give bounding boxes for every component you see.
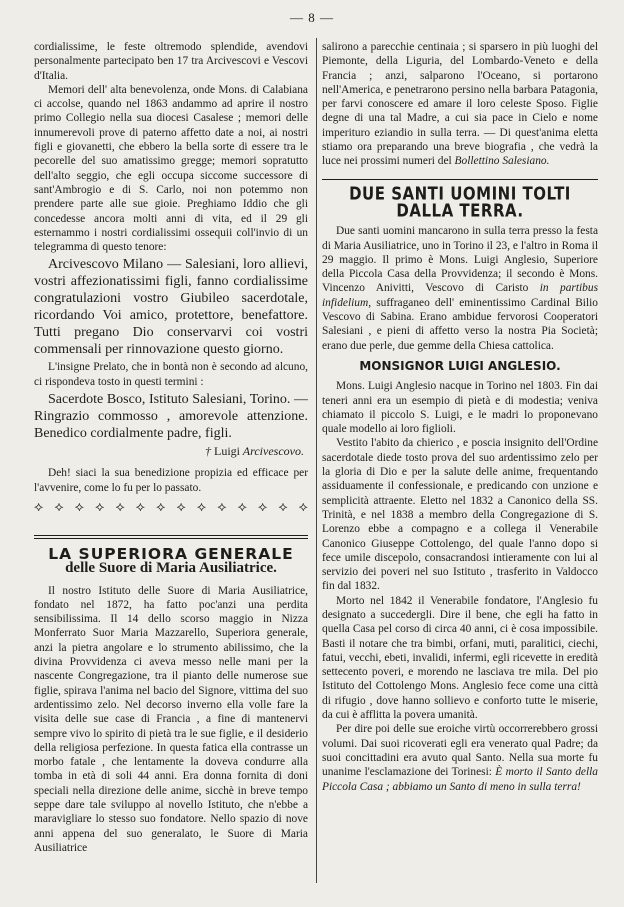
telegram-text: Arcivescovo Milano — Salesiani, loro allievi, vostri affezionatissimi figli, fanno cordialissime congratulazioni vostro Giubileo sacerdotale, ricordando Voi amico, protettore, benefattore. Tutti pregano Dio conservarvi coi vostri commensali per rinnovazione questo giorno.: [34, 257, 308, 358]
ornament-glyph: ⟡: [237, 500, 247, 515]
right-paragraph-2-text: Due santi uomini mancarono in sulla terra presso la festa di Maria Ausiliatrice, uno in Torino il 23, e l'altro in Roma il 29 maggio. Il primo è Mons. Luigi Anglesio, Superiore della Piccola Casa della Provvidenza; il secondo è Mons. Vincenzo Anivitti, Vescovo di Caristo: [322, 225, 598, 295]
signature: [34, 444, 304, 458]
right-paragraph-1-text: salirono a parecchie centinaia ; si sparsero in più luoghi del Piemonte, della Liguria, del Lombardo-Veneto e della Francia ; anzi, salparono l'Oceano, si portarono nell'America, e penetrarono persino nella barbara Patagonia, per farvi conoscere ed amare il loro celeste Sposo. Figlie degne di una tal Madre, a cui sia pace in Cielo e nome imperituro eziandio in sulla terra. — Di quest'anima eletta stiamo ora preparando una breve biografia , che vedrà la luce nei prossimi numeri del: [322, 41, 598, 168]
left-paragraph-2: Memori dell' alta benevolenza, onde Mons. di Calabiana ci accolse, quando nel 1863 andammo ad aprire il nostro primo Collegio nella sua diocesi Casalese ; memori delle innumerevoli prove di paterno affetto date a noi, ai nostri figli e giovanetti, che ebbero la bella sorte di essere tra le pecorelle del suo amatissimo gregge; memori sopratutto dell'alto seggio, che egli occupa siccome successore di sant'Ambrogio e di S. Carlo, noi non potemmo non prendere parte alle sue gioie. Preghiamo Iddio che gli concedesse ancora molti anni di vita, ed il 29 gli esternammo i nostri cordialissimi ossequii coll'invio di un telegramma di questo tenore:: [34, 83, 308, 254]
ornament-glyph: ⟡: [217, 500, 227, 515]
ornament-glyph: ⟡: [176, 500, 186, 515]
cross-glyph: †: [205, 444, 215, 459]
right-column: [322, 40, 598, 794]
column-rule: [316, 38, 317, 883]
ornament-glyph: ⟡: [257, 500, 268, 515]
right-paragraph-6-text: Per dire poi delle sue eroiche virtù occorrerebbero grossi volumi. Dai suoi ricoverati egli era venerato qual Padre; da suoi concittadini era avuto qual Santo. Nella sua morte fu unanime l'esclamazione dei Torinesi:: [322, 723, 598, 779]
ornament-glyph: ⟡: [156, 500, 166, 515]
left-paragraph-3: L'insigne Prelato, che in bontà non è secondo ad alcuno, ci rispondeva tosto in questi termini :: [34, 361, 308, 388]
left-paragraph-1: cordialissime, le feste oltremodo splendide, avendovi personalmente partecipato ben 17 tra Arcivescovi e Vescovi d'Italia.: [34, 41, 308, 82]
right-paragraph-2: [322, 224, 598, 353]
signature-name: Luigi: [214, 444, 241, 459]
ornament-glyph: ⟡: [135, 500, 146, 515]
latin-phrase: in partibus infidelium,: [322, 282, 598, 309]
reply-telegram: Sacerdote Bosco, Istituto Salesiani, Torino. — Ringrazio commosso , amorevole attenzione. Benedico cordialmente padre, figli.: [34, 392, 308, 442]
article-heading: DUE SANTI UOMINI TOLTI DALLA TERRA.: [349, 182, 571, 222]
article-subheading: MONSIGNOR LUIGI ANGLESIO.: [359, 358, 561, 373]
ornament-glyph: ⟡: [278, 500, 288, 515]
right-paragraph-6: [322, 722, 598, 793]
exclamation-quote: È morto il Santo della Piccola Casa ; abbiamo un Santo di meno in sulla terra!: [322, 766, 598, 793]
right-paragraph-1: [322, 40, 598, 169]
left-column: [34, 40, 308, 855]
section-heading: LA SUPERIORA GENERALE: [48, 544, 294, 563]
ornament-glyph: ⟡: [95, 500, 105, 515]
signature-title: Arcivescovo.: [240, 444, 304, 459]
ornament-glyph: ⟡: [298, 500, 308, 515]
ornament-glyph: ⟡: [54, 500, 64, 515]
ornament-glyph: ⟡: [74, 500, 84, 515]
ornament-border: [34, 501, 308, 519]
right-paragraph-2-tail: suffraganeo dell' eminentissimo Cardinal Bilio Vescovo di Sabina. Erano ambidue fervorosi Cooperatori Salesiani , e pieni di affetto verso la nostra Pia Società; erano due perle, due gemme della Chiesa cattolica.: [322, 296, 598, 352]
section-divider: [322, 179, 598, 180]
right-paragraph-4: Vestito l'abito da chierico , e poscia insignito dell'Ordine sacerdotale diede tosto prova del suo ardentissimo zelo per la gloria di Dio e per la salute delle anime, frequentando assiduamente il confessionale, e predicando con unzione e semplicità attraente. Eletto nel 1832 a Canonico della SS. Trinità, e nel 1838 a membro della Congregazione di S. Lorenzo ebbe a compagno e a collega il Venerabile Canonico Giuseppe Cottolengo, del quale l'anno dopo si fece umile discepolo, consacrandosi intieramente con lui al servizio dei poveri nel suo Istituto , trasferito in Valdocco fin dal 1832.: [322, 437, 598, 593]
section-divider: [34, 535, 308, 539]
right-paragraph-5: Morto nel 1842 il Venerabile fondatore, l'Anglesio fu designato a succedergli. Dire il bene, che egli ha fatto in quella Casa pel corso di circa 40 anni, ci è cosa impossibile. Basti il notare che tra bimbi, orfani, muti, paralitici, ciechi, fatui, vecchi, ebeti, invalidi, infermi, egli ricevette in eredità settecento poveri, e morendo ne lasciava tre mila. Del pio Istituto del Cottolengo Mons. Anglesio fece come una città di rifugio , dove hanno sollievo e conforto tutte le miserie, da cui è afflitta la povera umanità.: [322, 594, 598, 722]
ornament-glyph: ⟡: [34, 500, 44, 515]
left-paragraph-5: Il nostro Istituto delle Suore di Maria Ausiliatrice, fondato nel 1872, ha fatto poc'anzi una perdita sensibilissima. Il 14 dello scorso maggio in Nizza Monferrato Suor Maria Mazzarello, Superiora generale, anzi la pietra angolare e lo strumento abilissimo, che la divina Provvidenza ci aveva messo nelle mani per la nascente Congregazione, tra il pianto delle numerose sue figlie, spirava l'anima nel bacio del Signore, vittima del suo ardentissimo zelo. Nel decorso inverno ella volle fare la visita delle sue case di Francia , a fine di mantenervi sempre vivo lo spirito di pietà tra le sue figlie, e il desiderio della religiosa perfezione. In questa fatica ella contrasse un morbo fatale , che lentamente la doveva condurre alla tomba in età di soli 44 anni. Era donna fornita di doni speciali nella direzione delle anime, sicchè in breve tempo seppe dare tale sviluppo al novello Istituto, che n'ebbe a maravigliare lo stesso suo fondatore. Nello spazio di nove anni appena del suo generalato, le Suore di Maria Ausiliatrice: [34, 584, 308, 854]
section-subheading: delle Suore di Maria Ausiliatrice.: [65, 560, 277, 577]
right-paragraph-3: Mons. Luigi Anglesio nacque in Torino nel 1803. Fin dai teneri anni era un esempio di pietà e di modestia; veniva chiamato il piccolo S. Luigi, e le madri lo proponevano quale modello ai loro figlioli.: [322, 380, 598, 436]
ornament-glyph: ⟡: [115, 500, 125, 515]
bulletin-title: Bollettino Salesiano.: [454, 155, 550, 168]
page-number: — 8 —: [290, 10, 334, 25]
ornament-glyph: ⟡: [196, 500, 207, 515]
left-paragraph-4: Deh! siaci la sua benedizione propizia ed efficace per l'avvenire, come lo fu per lo passato.: [34, 467, 308, 494]
